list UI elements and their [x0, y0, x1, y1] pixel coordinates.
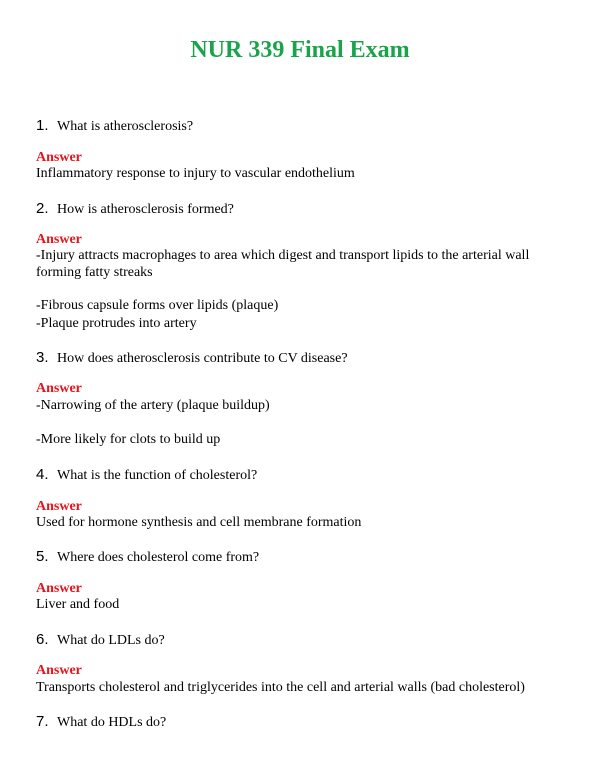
question-3	[36, 349, 348, 368]
question-number: 5.	[36, 548, 49, 565]
question-number: 1.	[36, 117, 49, 134]
question-4	[36, 466, 257, 485]
question-text: How does atherosclerosis contribute to CV disease?	[57, 351, 348, 366]
answer-label: Answer	[36, 663, 82, 678]
question-6	[36, 631, 165, 650]
question-text: What do HDLs do?	[57, 715, 167, 730]
question-number: 7.	[36, 713, 49, 730]
question-1	[36, 117, 193, 136]
answer-label: Answer	[36, 232, 82, 247]
question-5	[36, 548, 259, 567]
question-number: 2.	[36, 200, 49, 217]
answer-text: -Plaque protrudes into artery	[36, 316, 197, 331]
answer-label: Answer	[36, 581, 82, 596]
answer-text: Used for hormone synthesis and cell membrane formation	[36, 515, 362, 530]
question-number: 3.	[36, 349, 49, 366]
question-number: 6.	[36, 631, 49, 648]
question-text: How is atherosclerosis formed?	[57, 202, 234, 217]
answer-text: Liver and food	[36, 597, 120, 612]
answer-text: Transports cholesterol and triglycerides into the cell and arterial walls (bad cholesterol)	[36, 680, 525, 695]
answer-text: -Injury attracts macrophages to area which digest and transport lipids to the arterial wall forming fatty streaks	[36, 248, 530, 280]
answer-text: -Fibrous capsule forms over lipids (plaque)	[36, 298, 279, 313]
answer-text: Inflammatory response to injury to vascular endothelium	[36, 166, 355, 181]
answer-label: Answer	[36, 499, 82, 514]
question-text: Where does cholesterol come from?	[57, 550, 260, 565]
answer-label: Answer	[36, 381, 82, 396]
question-number: 4.	[36, 466, 49, 483]
question-2	[36, 200, 234, 219]
question-text: What do LDLs do?	[57, 633, 165, 648]
question-text: What is the function of cholesterol?	[57, 468, 258, 483]
answer-text: -More likely for clots to build up	[36, 432, 221, 447]
question-text: What is atherosclerosis?	[57, 119, 194, 134]
question-7	[36, 713, 166, 732]
answer-text: -Narrowing of the artery (plaque buildup)	[36, 398, 270, 413]
page-title: NUR 339 Final Exam	[190, 37, 410, 63]
answer-label: Answer	[36, 150, 82, 165]
